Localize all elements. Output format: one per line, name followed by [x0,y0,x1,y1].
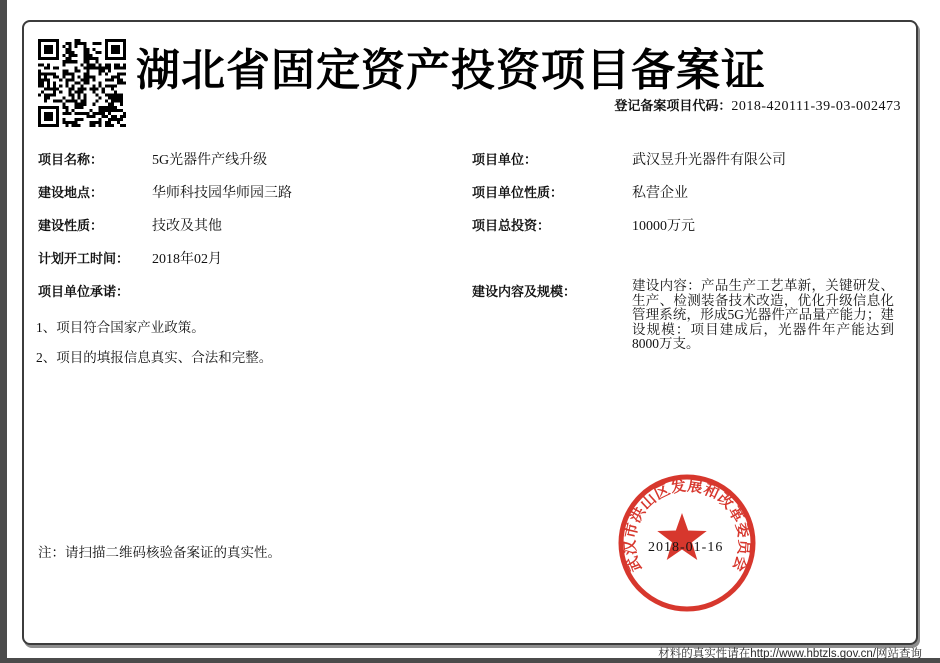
field-project-name-value: 5G光器件产线升级 [152,153,268,168]
footer-verification-url: 材料的真实性请在http://www.hbtzls.gov.cn/网站查询 [658,648,922,660]
field-project-name-label: 项目名称： [38,152,104,167]
field-unit-nature-label: 项目单位性质： [472,185,564,200]
registration-code-value: 2018-420111-39-03-002473 [731,99,901,114]
certificate [22,20,918,645]
registration-code-label: 登记备案项目代码： [614,98,732,113]
commitment-item-2: 2、项目的填报信息真实、合法和完整。 [36,350,273,365]
commitment-item-1: 1、项目符合国家产业政策。 [36,320,205,335]
verification-note: 注：请扫描二维码核验备案证的真实性。 [38,545,281,560]
commitment-header: 项目单位承诺： [38,284,130,299]
field-total-investment-label: 项目总投资： [472,218,551,233]
scan-edge-left [0,0,7,663]
field-construction-nature-value: 技改及其他 [152,219,222,234]
field-construction-site-value: 华师科技园华师园三路 [152,186,292,201]
field-unit-nature-value: 私营企业 [632,186,688,201]
construction-scope-value: 建设内容：产品生产工艺革新，关键研发、生产、检测装备技术改造，优化升级信息化管理系统，形成5G光器件产品量产能力；建设规模：项目建成后，光器件年产能达到8000万支。 [632,278,894,352]
field-construction-site-label: 建设地点： [38,185,104,200]
field-project-unit-value: 武汉昱升光器件有限公司 [632,153,786,168]
field-planned-start-value: 2018年02月 [152,252,222,267]
certificate-title: 湖北省固定资产投资项目备案证 [136,46,766,95]
field-project-unit-label: 项目单位： [472,152,538,167]
registration-code-line [614,95,901,115]
seal-authority-text: 武汉市洪山区发展和改革委员会 [622,478,752,574]
field-construction-nature-label: 建设性质： [38,218,104,233]
filing-date: 2018-01-16 [648,540,724,555]
svg-text:武汉市洪山区发展和改革委员会 [621,477,753,575]
qr-code [38,39,126,127]
construction-scope-label: 建设内容及规模： [472,284,577,299]
field-planned-start-label: 计划开工时间： [38,251,130,266]
field-total-investment-value: 10000万元 [632,219,695,234]
